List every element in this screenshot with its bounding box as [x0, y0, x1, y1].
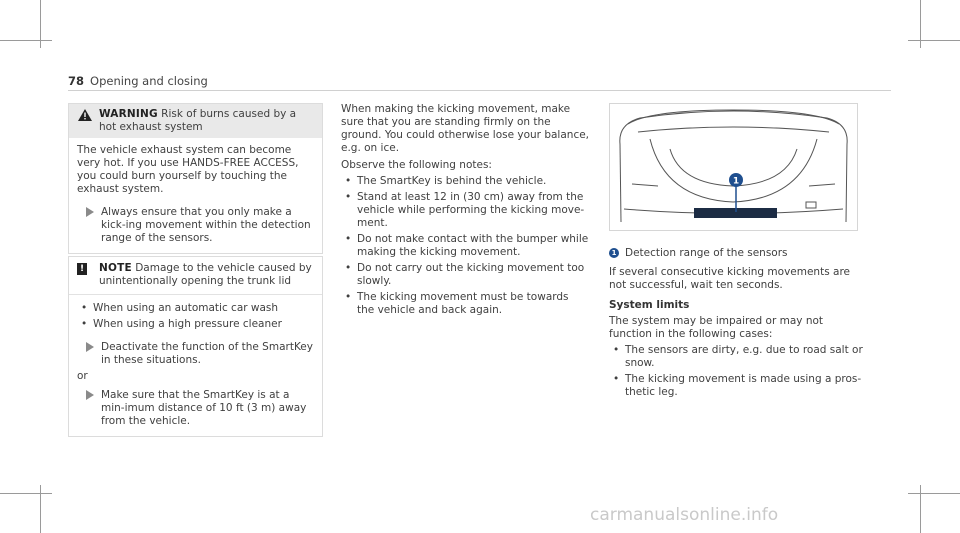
warning-body: The vehicle exhaust system can become very hot. If you use HANDS-FREE ACCESS, you could burn yourself by touching the exhaust system. — [77, 144, 299, 195]
list-item: • The kicking movement must be towards the vehicle and back again. — [341, 291, 589, 317]
warning-label: WARNING — [99, 108, 158, 120]
right-column — [609, 247, 864, 399]
warning-step-text: Always ensure that you only make a kick-ing movement within the detection range of the sensors. — [101, 206, 311, 244]
caption-text: Detection range of the sensors — [625, 247, 788, 259]
note-headline: Damage to the vehicle caused by unintentionally opening the trunk lid — [99, 262, 312, 287]
warning-step — [77, 206, 314, 245]
step-arrow-icon — [86, 342, 94, 352]
list-item: • The SmartKey is behind the vehicle. — [341, 175, 589, 188]
limits-paragraph: The system may be impaired or may not function in the following cases: — [609, 315, 824, 340]
warning-box — [68, 103, 323, 254]
vehicle-rear-figure — [609, 103, 858, 231]
warning-header — [69, 104, 322, 138]
list-item: • The sensors are dirty, e.g. due to road salt or snow. — [609, 344, 864, 370]
note-header — [69, 257, 322, 295]
warning-headline: Risk of burns caused by a hot exhaust system — [99, 108, 297, 133]
step-arrow-icon — [86, 207, 94, 217]
list-item: • When using an automatic car wash — [77, 302, 314, 315]
note-step-2 — [77, 389, 314, 428]
header-rule — [68, 90, 891, 91]
note-step-2-text: Make sure that the SmartKey is at a min-imum distance of 10 ft (3 m) away from the vehicle. — [101, 389, 307, 427]
page-number: 78 — [68, 74, 85, 88]
page-header — [68, 74, 208, 88]
crop-mark — [908, 493, 960, 494]
list-item: • The kicking movement is made using a pros-thetic leg. — [609, 373, 864, 399]
figure-caption — [609, 247, 864, 260]
note-box — [68, 256, 323, 437]
crop-mark — [908, 40, 960, 41]
retry-paragraph: If several consecutive kicking movements are not successful, wait ten seconds. — [609, 266, 850, 291]
section-title: Opening and closing — [90, 74, 208, 88]
callout-number: 1 — [732, 176, 740, 187]
step-arrow-icon — [86, 390, 94, 400]
crop-mark — [0, 493, 52, 494]
note-exclamation-icon: ! — [77, 263, 87, 275]
intro-paragraph: When making the kicking movement, make sure that you are standing firmly on the ground. You could otherwise lose your balance, e.g. on ice. — [341, 103, 590, 154]
note-or: or — [77, 370, 88, 382]
list-item: • Stand at least 12 in (30 cm) away from the vehicle while performing the kicking move-ment. — [341, 191, 589, 230]
note-step-1 — [77, 341, 314, 367]
callout-badge: 1 — [609, 248, 619, 258]
note-label: NOTE — [99, 262, 132, 274]
warning-triangle-icon — [78, 109, 92, 121]
list-item: • When using a high pressure cleaner — [77, 318, 314, 331]
section-heading: System limits — [609, 299, 690, 311]
watermark: carmanualsonline.info — [590, 505, 779, 525]
vehicle-rear-illustration — [610, 104, 857, 230]
middle-column — [341, 103, 589, 317]
observe-text: Observe the following notes: — [341, 159, 492, 171]
list-item: • Do not make contact with the bumper while making the kicking movement. — [341, 233, 589, 259]
note-step-1-text: Deactivate the function of the SmartKey in these situations. — [101, 341, 313, 366]
crop-mark — [0, 40, 52, 41]
list-item: • Do not carry out the kicking movement too slowly. — [341, 262, 589, 288]
